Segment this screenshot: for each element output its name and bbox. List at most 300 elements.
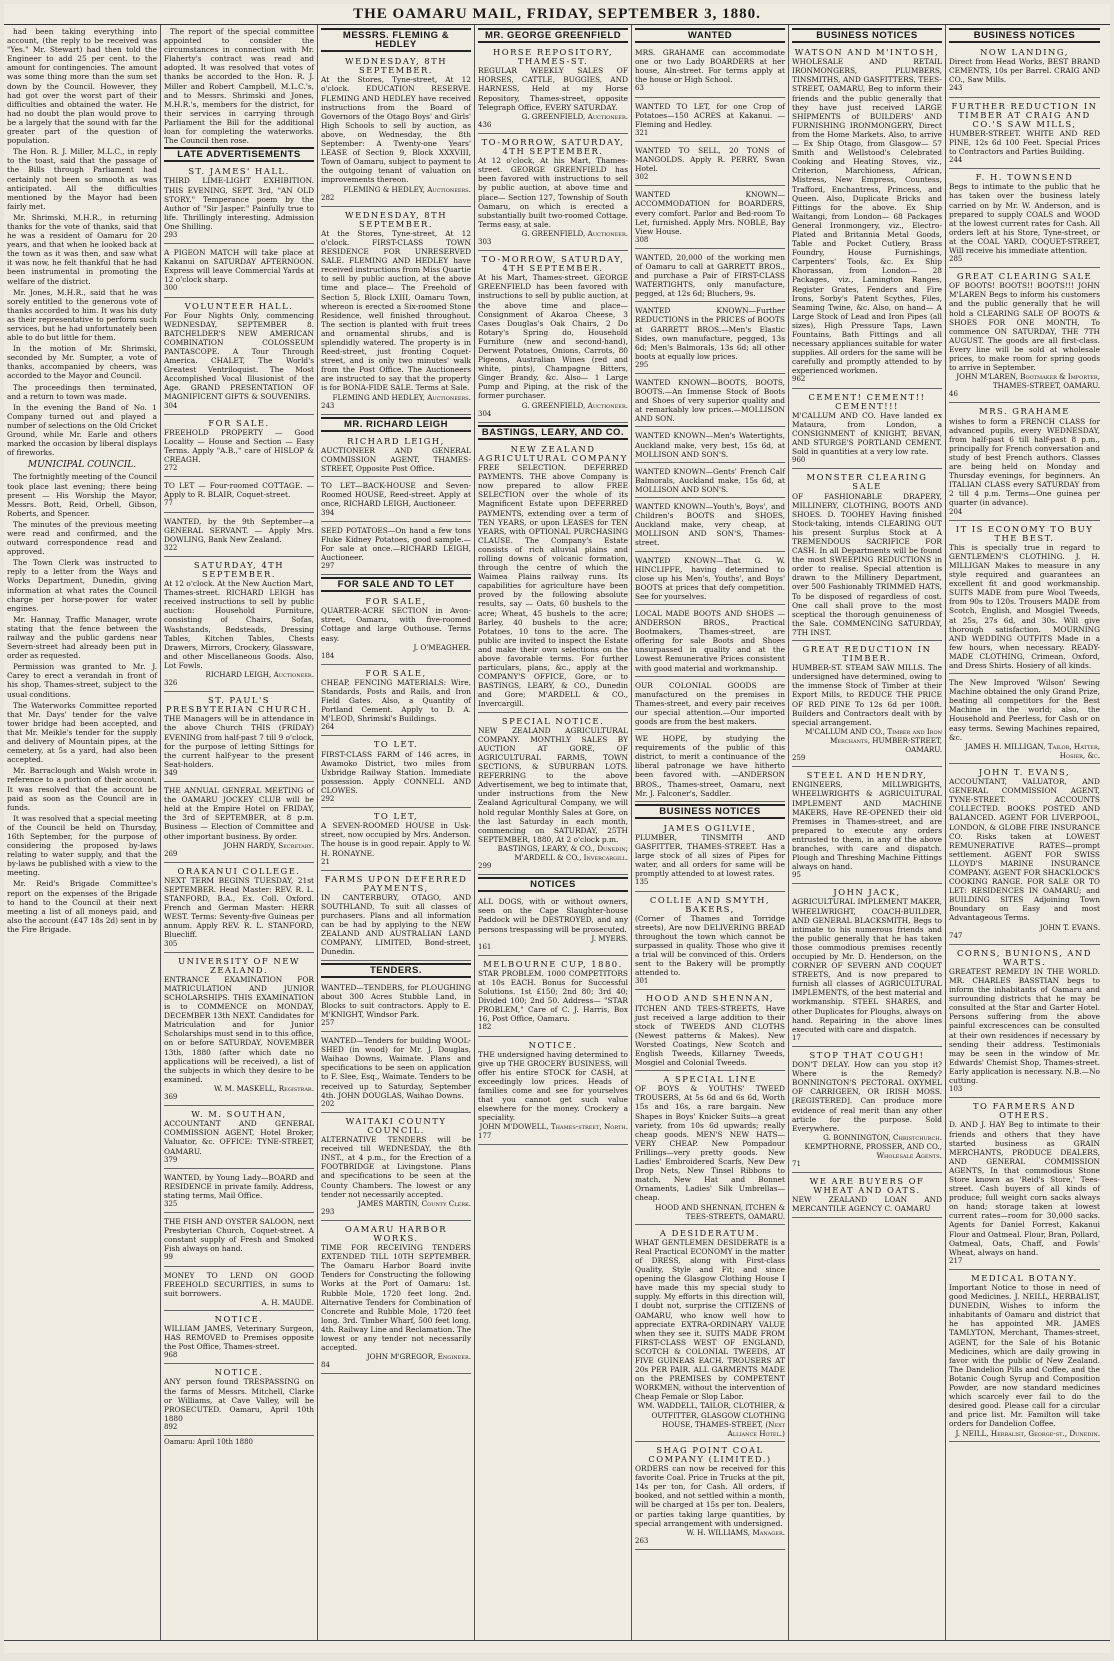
ad-body: IN CANTERBURY, OTAGO, AND SOUTHLAND, To suit all classes of purchasers. Plans and all information can be had by applying to the NEW ZEALAND AND AUSTRALIAN LAND COMPANY, LIMITED, Bond-street, Dunedin. bbox=[321, 892, 471, 957]
ad-body: HUMBER-STREET. WHITE AND RED PINE, 12s 6d 100 Feet. Special Prices to Contractors and Parties Building. bbox=[949, 128, 1100, 157]
ad-signature: W. M. MASKELL, Registrar. bbox=[213, 1083, 314, 1093]
ad-signature: G. GREENFIELD, Auctioneer. bbox=[521, 400, 628, 410]
advertisement bbox=[164, 1269, 314, 1311]
ad-body: NEW ZEALAND LOAN AND MERCANTILE AGENCY C. OAMARU bbox=[792, 1195, 942, 1214]
advertisement bbox=[478, 136, 628, 251]
ad-number: 304 bbox=[478, 409, 492, 418]
advertisement bbox=[635, 822, 785, 892]
ad-heading: CORNS, BUNIONS, AND WARTS. bbox=[956, 947, 1093, 967]
ad-number: 95 bbox=[792, 871, 801, 880]
ad-heading: SPECIAL NOTICE. bbox=[501, 715, 605, 726]
advertisement bbox=[635, 679, 785, 730]
ad-signature: M'CALLUM AND CO., Timber and Iron Merchants, HUMBER-STREET, OAMARU. bbox=[805, 726, 942, 755]
ad-heading: TO FARMERS AND OTHERS. bbox=[972, 1101, 1077, 1121]
article-paragraph: Mr. Barraclough and Walsh wrote in reference to a portion of their account. It was resolved that the account be paid as soon as the Council are in funds. bbox=[7, 766, 157, 812]
advertisement bbox=[321, 209, 471, 415]
advertisement bbox=[792, 1175, 942, 1217]
ad-body: At the Stores, Tyne-street, At 12 o'clock. EDUCATION RESERVE. FLEMING AND HEDLEY have received instructions from the Board of Governors of the Otago Boys' and Girls' High Schools to sell by auction, as above, on Wednesday, the 8th September: A Twenty-one Years' LEASE of Section 9, Block XXXVIII, Town of Oamaru, subject to payment to the outgoing tenant of valuation on improvements thereon. bbox=[321, 75, 471, 185]
ad-number: 892 bbox=[164, 1422, 178, 1431]
advertisement bbox=[792, 391, 942, 470]
ad-heading: MONSTER CLEARING SALE bbox=[806, 472, 928, 492]
ad-body: THE undersigned having determined to give up THE GROCERY BUSINESS, will offer his entire STOCK for CASH, at exceedingly low prices. Heads of families come and see for yourselves that you cannot get such value elsewhere for the money. Crockery a speciality. bbox=[478, 1049, 628, 1123]
ad-heading: TO LET. bbox=[373, 739, 419, 750]
ad-number: 243 bbox=[321, 401, 335, 410]
advertisement bbox=[321, 873, 471, 961]
ad-body: WANTED—TENDERS, for PLOUGHING about 300 Acres Stubble Land, in Blocks to suit contractors. Apply to E. M'KNIGHT, Windsor Park. bbox=[321, 982, 471, 1019]
ad-signature: J. NEILL, Herbalist, George-st., Dunedin. bbox=[955, 1428, 1100, 1438]
ad-signature: JOHN M'DOWELL, Thames-street, North. bbox=[479, 1122, 628, 1132]
advertisement bbox=[635, 100, 785, 142]
advertisement bbox=[635, 144, 785, 186]
ad-number: 326 bbox=[164, 679, 178, 688]
advertisement bbox=[949, 1100, 1100, 1270]
ad-body: WANTED, 20,000 of the working men of Oamaru to call at GARRETT BROS., and purchase a Pair of FIRST-CLASS WATERTIGHTS, only manufacture, pegged, at 12s 6d; Bluchers, 9s. bbox=[635, 252, 785, 299]
advertisement bbox=[164, 559, 314, 692]
ad-signature: FLEMING & HEDLEY, Auctioneers. bbox=[343, 184, 471, 194]
advertisement bbox=[164, 1366, 314, 1436]
ad-body: WHAT GENTLEMEN DESIDERATE is a Real Practical ECONOMY in the matter of DRESS, along with First-class Quality, Style and Fit; and since opening the Glasgow Clothing House I have made this my special study to supply. My efforts in this direction will, I doubt not, surprise the CITIZENS of OAMARU, who know well how to appreciate EXTRA-ORDINARY VALUE when they see it. SUITS MADE FROM FIRST-CLASS WEST OF ENGLAND, SCOTCH & COLONIAL TWEEDS, AT FIVE GUINEAS EACH. TROUSERS AT 20s PER PAIR. ALL GARMENTS MADE on the PREMISES by COMPETENT WORKMEN, without the intervention of Cheap Female or Slop Labor. bbox=[635, 1237, 785, 1402]
ad-heading: COLLIE AND SMYTH, BAKERS, bbox=[649, 894, 771, 914]
ad-number: 46 bbox=[949, 390, 958, 399]
ad-body: TO LET — Four-roomed COTTAGE. — Apply to R. BLAIR, Coquet-street. bbox=[164, 481, 314, 500]
ad-number: 77 bbox=[164, 499, 173, 508]
ad-heading: SATURDAY, 4TH SEPTEMBER. bbox=[193, 559, 285, 579]
ad-body: THIRD LIME-LIGHT EXHIBITION. THIS EVENING, SEPT. 3rd, "AN OLD STORY." Temperance poem by the Author of "Sir Jasper." Painfully true to life. Thrillingly interesting. Admission One Shilling. bbox=[164, 176, 314, 231]
advertisement bbox=[635, 894, 785, 991]
section-banner: LATE ADVERTISEMENTS bbox=[164, 147, 314, 162]
ad-body: SEED POTATOES—On hand a few tons Fluke Kidney Potatoes, good sample.—For sale at once.—RICHARD LEIGH, Auctioneer. bbox=[321, 525, 471, 562]
advertisement bbox=[949, 405, 1100, 520]
advertisement bbox=[635, 554, 785, 605]
ad-heading: NOTICE. bbox=[528, 1039, 578, 1050]
advertisement bbox=[949, 100, 1100, 170]
ad-heading: A DESIDERATUM. bbox=[659, 1227, 761, 1238]
ad-heading: ST. PAUL'S PRESBYTERIAN CHURCH. bbox=[165, 695, 313, 715]
ad-number: 182 bbox=[478, 1023, 492, 1032]
advertisement bbox=[949, 270, 1100, 403]
article-paragraph: The report of the special committee appointed to consider the circumstances in connection with Mr. Flaherty's contract was read and adopted. It was resolved that votes of thanks be accorded to the Hon. R. J. Miller and Robert Campbell, M.L.C.'s, and to Messrs. Shrimski and Jones, M.H.R.'s, members for the district, for their services in carrying through Parliament the Bill for the additional loan for completing the waterworks. The Council then rose. bbox=[164, 27, 314, 146]
ad-number: 71 bbox=[792, 1160, 801, 1169]
ad-signature: JAMES MARTIN, County Clerk. bbox=[357, 1198, 471, 1208]
article-paragraph: Permission was granted to Mr. J. Carey to erect a verandah in front of his shop, Thames-street, subject to the usual conditions. bbox=[7, 662, 157, 699]
ad-body: THE ANNUAL GENERAL MEETING of the OAMARU JOCKEY CLUB will be held at the Empire Hotel on FRIDAY, the 3rd of SEPTEMBER, at 8 p.m. Business — Election of Committee and other important business. By order. bbox=[164, 786, 314, 841]
ad-heading: GREAT CLEARING SALE bbox=[956, 271, 1093, 282]
ad-body: ENTRANCE EXAMINATION FOR MATRICULATION AND JUNIOR SCHOLARSHIPS. THIS EXAMINATION is to COMMENCE on MONDAY, DECEMBER 13th NEXT. Candidates for Matriculation and for Junior Scholarships must send in to this office, on or before SATURDAY, NOVEMBER 13th, 1880 (after which date no applications will be received), a list of the subjects in which they desire to be examined. bbox=[164, 974, 314, 1084]
advertisement bbox=[321, 1223, 471, 1375]
ad-body: STAR PROBLEM. 1000 COMPETITORS at 10s EACH. Bonus for Successful Solutions. 1st £150; 2nd 80; 3rd 40; Divided 100; 2nd 50. Address— "STAR PROBLEM," Care of C. J. Harris, Box 16, Post Office, Oamaru. bbox=[478, 968, 628, 1024]
ad-number: 302 bbox=[635, 173, 649, 182]
ad-body: WANTED KNOWN—BOOTS, BOOTS, BOOTS.—An Immense Stock of Boots and Shoes of very superior quality and at remarkably low prices.—MOLLISON AND SON. bbox=[635, 378, 785, 424]
ad-heading: FOR SALE. bbox=[208, 417, 270, 428]
ad-body: TO LET—BACK-HOUSE and Seven-Roomed HOUSE, Reed-street. Apply at once, RICHARD LEIGH, Auctioneer. bbox=[321, 481, 471, 509]
article-paragraph: In the motion of Mr. Shrimski, seconded by Mr. Sumpter, a vote of thanks, accompanied by cheers, was accorded to the Mayor and Council. bbox=[7, 344, 157, 381]
ad-body: DON'T DELAY. How can you stop it? Where is the Remedy? BONNINGTON'S PECTORAL OXYMEL OF CARRIGEEN, OR IRISH MOSS. [REGISTERED]. Can produce more evidence of real merit than any other article for the purpose. Sold Everywhere. bbox=[792, 1060, 942, 1133]
advertisement bbox=[164, 417, 314, 478]
ad-number: 299 bbox=[478, 862, 492, 871]
ad-body: At the Stores, Tyne-street, At 12 o'clock. FIRST-CLASS TOWN RESIDENCE FOR UNRESERVED SALE. FLEMING AND HEDLEY have received instructions from Miss Quartie to sell by public auction, at the above time and place— The Freehold of Section 5, Block LXIII, Oamaru Town, whereon is erected a Six-roomed Stone Residence, well finished throughout. The section is planted with fruit trees and ornamental shrubs, and is splendidly watered. The property is in Reed-street, just fronting Coquet-street, and is only two minutes' walk from the Post Office. The Auctioneers are instructed to say that the property is for BONA-FIDE SALE. Terms at Sale. bbox=[321, 228, 471, 393]
ad-body: GREATEST REMEDY IN THE WORLD. MR. CHARLES BASSTIAN begs to inform the inhabitants of Oamaru and surrounding districts that he may be consulted at the Star and Garter Hotel. Persons suffering from the above painful excrescences can be consulted at their own residences if necessary by sending their address. Testimonials may be seen in the window of Mr. Edwards' Chemist Shop, Thames-street. Early application is necessary. N.B.—No cutting. bbox=[949, 966, 1100, 1086]
ad-number: 161 bbox=[478, 942, 492, 951]
ad-number: 217 bbox=[949, 1256, 963, 1265]
section-banner: BASTINGS, LEARY, AND CO. bbox=[478, 425, 628, 440]
article-paragraph: In the evening the Band of No. 1 Company turned out and played a number of selections on the Old Cricket Ground, while Mr. Earle and others marked the occasion by liberal displays of fireworks. bbox=[7, 402, 157, 458]
ad-body: ALL DOGS, with or without owners, seen on the Cape Slaughter-house Paddock will be DESTROYED, and any persons trespassing will be prosecuted. bbox=[478, 897, 628, 934]
advertisement bbox=[635, 46, 785, 97]
columns bbox=[4, 25, 1110, 1641]
ad-number: 84 bbox=[321, 1361, 330, 1370]
advertisement bbox=[635, 1073, 785, 1225]
ad-body: NEW ZEALAND AGRICULTURAL COMPANY. MONTHLY SALES BY AUCTION AT GORE, OF AGRICULTURAL FARMS, TOWN SECTIONS, & SUBURBAN LOTS. REFERRING to the above Advertisement, we beg to intimate that, under instructions from the New Zealand Agricultural Company, we will hold regular Monthly Sales at Gore, on the last Saturday in each month, commencing on SATURDAY, 25TH SEPTEMBER, 1880, At 2 o'clock p.m. bbox=[478, 725, 628, 844]
advertisement bbox=[164, 1313, 314, 1364]
ad-heading: FOR SALE, bbox=[365, 667, 427, 678]
advertisement bbox=[792, 1049, 942, 1173]
ad-number: 99 bbox=[164, 1253, 173, 1262]
ad-body: CHEAP, FENCING MATERIALS: Wire, Standards, Posts and Rails, and Iron Field Gates. Also, a Quantity of Portland Cement. Apply to D. A. M'LEOD, Shrimski's Buildings. bbox=[321, 677, 471, 724]
ad-number: 379 bbox=[164, 1155, 178, 1164]
ad-body: WANTED TO SELL, 20 TONS of MANGOLDS. Apply R. PERRY, Swan Hotel. bbox=[635, 145, 785, 174]
ad-number: 321 bbox=[635, 128, 649, 137]
ad-body: A SEVEN-ROOMED HOUSE in Usk-street, now occupied by Mrs. Anderson. The house is in good repair. Apply to W. H. RONAYNE. bbox=[321, 821, 471, 858]
ad-signature: JOHN M'GREGOR, Engineer. bbox=[366, 1352, 471, 1362]
ad-body: For Four Nights Only, commencing WEDNESDAY, SEPTEMBER 8. BATCHELDER'S NEW AMERICAN COMBINATION COLOSSEUM PANTASCOPE. A Tour Through America. CHALET, The World's Greatest Ventriloquist. The Most Accomplished Vocal Illusionist of the Age. GRAND PRESENTATION OF MAGNIFICENT GIFTS & SOUVENIRS. bbox=[164, 310, 314, 402]
ad-body: AGRICULTURAL IMPLEMENT MAKER, WHEELWRIGHT, COACH-BUILDER, AND GENERAL BLACKSMITH, Begs to intimate to his numerous friends and the public generally that he has taken those commodious premises recently occupied by Mr. D. Henderson, on the CORNER OF SEVERN AND COQUET STREETS, And is now prepared to furnish all classes of AGRICULTURAL IMPLEMENTS, of the best material and workmanship. STEEL SHARES, and other Duplicates for Ploughs, always on hand. Repairing in the above lines executed with care and dispatch. bbox=[792, 897, 942, 1034]
section-banner: BUSINESS NOTICES bbox=[792, 28, 942, 43]
ad-heading: W. M. SOUTHAN, bbox=[191, 1109, 287, 1120]
advertisement bbox=[635, 1227, 785, 1442]
footer-date: Oamaru: April 10th 1880 bbox=[164, 1438, 254, 1447]
advertisement bbox=[321, 1115, 471, 1221]
ad-number: 747 bbox=[949, 931, 963, 940]
ad-body: WANTED KNOWN—Further REDUCTIONS in the PRICES of BOOTS at GARRETT BROS.—Men's Elastic Sides, own manufacture, pegged, 13s 6d; Men's Balmorals, 13s 6d; all other boots at equally low prices. bbox=[635, 306, 785, 361]
ad-signature: JOHN HARDY, Secretary. bbox=[223, 840, 314, 850]
advertisement bbox=[949, 171, 1100, 268]
ad-heading: ST. JAMES' HALL. bbox=[188, 166, 290, 177]
ad-heading: RICHARD LEIGH, bbox=[347, 435, 445, 446]
advertisement bbox=[164, 865, 314, 953]
ad-number: 300 bbox=[164, 284, 178, 293]
column-4 bbox=[475, 25, 632, 1640]
ad-body: WANTED KNOWN—That G. W. HINCLIFFE, having determined to close up his Men's, Youths', and Boys' BOOTS at prices that defy competition. See for yourselves. bbox=[635, 555, 785, 601]
section-banner: BUSINESS NOTICES bbox=[635, 804, 785, 819]
ad-number: 394 bbox=[321, 508, 335, 517]
ad-body: WANTED KNOWN—Gents' French Calf Balmorals, Auckland make, 15s 6d, at MOLLISON AND SON'S. bbox=[635, 466, 785, 494]
ad-body: The New Improved 'Wilson' Sewing Machine obtained the only Grand Prize, beating all competitors for the Best Machine in the world; also, the Household and Peerless, for Cash or on easy terms. Sewing Machines repaired, &c. bbox=[949, 678, 1100, 742]
ad-heading: CEMENT! CEMENT!! CEMENT!!! bbox=[808, 391, 926, 411]
advertisement bbox=[321, 810, 471, 871]
ad-number: 259 bbox=[792, 754, 806, 763]
ad-number: 272 bbox=[164, 464, 178, 473]
ad-heading: FOR SALE, bbox=[365, 596, 427, 607]
ad-heading: HOOD AND SHENNAN, bbox=[646, 993, 774, 1004]
ad-body: LOCAL MADE BOOTS AND SHOES —ANDERSON BROS., Practical Bootmakers, Thames-street, are offering for sale Boots and Shoes unsurpassed in quality and at the Lowest Remunerative Prices consistent with good material and workmanship. bbox=[635, 608, 785, 673]
advertisement bbox=[164, 955, 314, 1107]
ad-heading: WE ARE BUYERS OF WHEAT AND OATS. bbox=[809, 1176, 925, 1196]
ad-body: MONEY TO LEND ON GOOD FREEHOLD SECURITIES, in sums to suit borrowers. bbox=[164, 1270, 314, 1298]
advertisement bbox=[635, 607, 785, 677]
advertisement bbox=[164, 694, 314, 782]
ad-signature: G. GREENFIELD, Auctioneer. bbox=[521, 228, 628, 238]
ad-number: 293 bbox=[321, 1207, 335, 1216]
article-paragraph: Mr. Hannay, Traffic Manager, wrote stating that the fence between the railway and the public gardens near Severn-street had already been put in order as requested. bbox=[7, 614, 157, 661]
article-paragraph: The Town Clerk was instructed to reply to a letter from the Ways and Works Department, Dunedin, giving information at what rates the Council charge per horse-power for water engines. bbox=[7, 558, 157, 613]
ad-heading: IT IS ECONOMY TO BUY THE BEST. bbox=[955, 523, 1094, 543]
ad-body: OF BOOTS! BOOTS!! BOOTS!!! JOHN M'LAREN Begs to inform his customers and the public generally that he will hold a CLEARING SALE OF BOOTS & SHOES FOR ONE MONTH, To commence ON SATURDAY, THE 7TH AUGUST. The goods are all first-class. Every line will be sold at wholesale prices, to make room for spring goods to arrive in September. bbox=[949, 281, 1100, 373]
advertisement bbox=[478, 715, 628, 876]
ad-heading: TO-MORROW, SATURDAY, 4TH SEPTEMBER. bbox=[481, 136, 625, 157]
ad-signature: JAMES H. MILLIGAN, Tailor, Hatter, Hosier, &c. bbox=[965, 741, 1100, 760]
advertisement bbox=[164, 246, 314, 297]
ad-number: 960 bbox=[792, 456, 806, 465]
advertisement bbox=[478, 253, 628, 423]
ad-number: 322 bbox=[164, 543, 178, 552]
advertisement bbox=[635, 500, 785, 551]
ad-body: This is specially true in regard to GENTLEMEN'S CLOTHING. J. H. MILLIGAN Makes to measure in any style required and guarantees an excellent fit and good workmanship. SUITS MADE from pure Wool Tweeds, from 90s to 120s. Trousers MADE from Scotch, English, and Mosgiel Tweeds, at 25s, 27s 6d, and 30s. Will give thorough satisfaction. MOURNING AND WEDDING OUTFITS Made in a few hours, when necessary. READY-MADE CLOTHING, Crimean, Oxford, and Dress Shirts. Hosiery of all kinds. bbox=[949, 542, 1100, 670]
ad-body: WANTED KNOWN—ACCOMMODATION for BOARDERS, every comfort. Parlor and Bed-room To Let, furnished. Apply Mrs. NOBLE, Bay View House. bbox=[635, 190, 785, 236]
ad-number: 369 bbox=[164, 1093, 178, 1102]
ad-heading: MELBOURNE CUP, 1880. bbox=[483, 958, 623, 969]
advertisement bbox=[478, 1039, 628, 1145]
ad-number: 303 bbox=[478, 237, 492, 246]
ad-number: 21 bbox=[321, 857, 330, 866]
ad-body: HUMBER-ST. STEAM SAW MILLS. The undersigned have determined, owing to the immense Stock of Timber at their Export Mills, to REDUCE THE PRICE OF RED PINE To 12s 6d per 100ft. Builders and Contractors dealt with by special arrangement. bbox=[792, 663, 942, 727]
advertisement bbox=[321, 595, 471, 665]
advertisement bbox=[321, 435, 471, 477]
ad-number: 135 bbox=[635, 878, 649, 887]
ad-body: ANY person found TRESPASSING on the farms of Messrs. Mitchell, Clarke or Williams, at Cave Valley, will be PROSECUTED. Oamaru, April 10th 1880 bbox=[164, 1377, 314, 1423]
advertisement bbox=[164, 1171, 314, 1213]
ad-number: 177 bbox=[478, 1131, 492, 1140]
ad-heading: UNIVERSITY OF NEW ZEALAND. bbox=[178, 955, 300, 975]
ad-number: 436 bbox=[478, 120, 492, 129]
advertisement bbox=[164, 1108, 314, 1169]
ad-signature: JOHN T. EVANS. bbox=[1039, 922, 1100, 932]
article-paragraph: The proceedings then terminated, and a return to town was made. bbox=[7, 382, 157, 401]
ad-signature: FLEMING AND HEDLEY, Auctioneers. bbox=[332, 392, 471, 402]
ad-heading: ORAKANUI COLLEGE. bbox=[177, 865, 301, 876]
advertisement bbox=[949, 676, 1100, 764]
ad-heading: GREAT REDUCTION IN TIMBER. bbox=[802, 644, 932, 664]
advertisement bbox=[321, 667, 471, 737]
section-banner: WANTED bbox=[635, 28, 785, 43]
ad-body: TIME FOR RECEIVING TENDERS EXTENDED TILL 10TH SEPTEMBER. The Oamaru Harbor Board invite Tenders for Constructing the following Works at the Port of Oamaru: 1st. Rubble Mole, 1720 feet long. 2nd. Alternative Tenders for Combination of Concrete and Rubble Mole, 1720 feet long. 3rd. Timber Wharf, 500 feet long. 4th. Railway Line and Reclamation. The lowest or any tender not necessarily accepted. bbox=[321, 1243, 471, 1353]
ad-heading: JAMES OGILVIE, bbox=[663, 822, 757, 833]
advertisement bbox=[321, 1034, 471, 1113]
ad-heading: STOP THAT COUGH! bbox=[809, 1049, 925, 1060]
ad-body: WANTED KNOWN—Men's Watertights, Auckland make, very best, 15s 6d, at MOLLISON AND SON'S. bbox=[635, 431, 785, 459]
advertisement bbox=[164, 1215, 314, 1266]
ad-number: 103 bbox=[949, 1085, 963, 1094]
article-paragraph: It was resolved that a special meeting of the Council be held on Thursday, 16th September, for the purpose of considering the proposed by-laws relating to water supply, and that the by-laws be published with a view to the meeting. bbox=[7, 813, 157, 878]
advertisement bbox=[792, 886, 942, 1047]
advertisement bbox=[321, 981, 471, 1032]
advertisement bbox=[478, 443, 628, 713]
ad-body: OUR COLONIAL GOODS are manufactured on the premises in Thames-street, and every pair receives our special attention.—Our imported goods are from the best makers. bbox=[635, 680, 785, 726]
ad-body: WILLIAM JAMES, Veterinary Surgeon, HAS REMOVED to Premises opposite the Post Office, Thames-street. bbox=[164, 1324, 314, 1352]
ad-number: 269 bbox=[164, 849, 178, 858]
ad-number: 292 bbox=[321, 795, 335, 804]
advertisement bbox=[635, 1444, 785, 1550]
ad-number: 968 bbox=[164, 1351, 178, 1360]
ad-heading: F. H. TOWNSEND bbox=[975, 172, 1074, 183]
section-banner: FOR SALE AND TO LET bbox=[321, 577, 471, 592]
ad-heading: OAMARU HARBOR WORKS. bbox=[344, 1223, 448, 1243]
ad-body: WANTED KNOWN—Youth's, Boys', and Children's BOOTS and SHOES, Auckland make, very cheap, at MOLLISON AND SON'S, Thames-street. bbox=[635, 502, 785, 548]
advertisement bbox=[949, 46, 1100, 97]
advertisement bbox=[478, 958, 628, 1037]
advertisement bbox=[164, 479, 314, 512]
ad-heading: NOW LANDING, bbox=[980, 47, 1069, 58]
column-5 bbox=[632, 25, 789, 1640]
ad-body: OF BOYS & YOUTHS' TWEED TROUSERS, At 5s 6d and 6s 6d, Worth 15s and 16s, a rare bargain. New Shapes in Boys' Knicker Suits—a great variety, from 10s 6d upwards; really cheap goods. MEN'S NEW HATS—VERY CHEAP. New Pompadour Frillings—very pretty goods. New Ladies' Embroidered Scarfs, New Dew Drop Nets, New Tinsel Ribbons to match, New Hat and Bonnet Ornaments, Ladies' Silk Umbrellas—cheap. bbox=[635, 1084, 785, 1203]
ad-body: WANTED, by the 9th September—a GENERAL SERVANT. — Apply Mrs. DOWLING, Bank New Zealand. bbox=[164, 516, 314, 544]
ad-body: ORDERS can now be received for this favorite Coal. Price in Trucks at the pit, 14s per ton, for Cash. All orders, if booked, and not settled within a month, will be charged at 15s per ton. Dealers, or parties taking large quantities, by special arrangement with undersigned. bbox=[635, 1464, 785, 1528]
advertisement bbox=[478, 46, 628, 134]
ad-body: NEXT TERM BEGINS TUESDAY, 21st SEPTEMBER. Head Master: REV. R. L. STANFORD, B.A., Ex. Coll. Oxford. French and German Master: HERR WEST. Terms: Seventy-five Guineas per annum. Apply REV. R. L. STANFORD, Bluecliff. bbox=[164, 875, 314, 940]
article-paragraph: The minutes of the previous meeting were read and confirmed, and the outward correspondence read and approved. bbox=[7, 519, 157, 557]
ad-heading: JOHN T. EVANS, bbox=[978, 766, 1071, 777]
section-banner: NOTICES bbox=[478, 877, 628, 892]
ad-number: 295 bbox=[635, 360, 649, 369]
advertisement bbox=[321, 738, 471, 808]
ad-heading: WEDNESDAY, 8TH SEPTEMBER. bbox=[344, 56, 448, 76]
advertisement bbox=[321, 479, 471, 521]
ad-body: Begs to intimate to the public that he has taken over the business lately carried on by Mr. W. Anderson, and is prepared to supply COALS and WOOD at the lowest current rates for Cash. All orders left at his Store, Tyne-street, or at the COAL YARD, COQUET-STREET, Will receive his immediate attention. bbox=[949, 182, 1100, 255]
ad-number: 285 bbox=[949, 255, 963, 264]
section-banner: BUSINESS NOTICES bbox=[949, 28, 1100, 43]
ad-body: At his Mart, Thames-street. GEORGE GREENFIELD has been favored with instructions to sell by public auction, at the above time and place— Consignment of Akaroa Cheese, 3 Cases Douglas's Oak Chairs, 2 Do Rotary's Spring do, Household Furniture (new and second-hand), Derwent Potatoes, Onions, Carrots, 80 Pigeons, Australian Wines (red and white, pints), Champagne Bitters, Ginger Brandy, &c. Also— 1 Large Pump and Piping, at the risk of the former purchaser. bbox=[478, 273, 628, 401]
ad-signature: JOHN M'LAREN, Bootmaker & Importer, THAMES-STREET, OAMARU. bbox=[956, 372, 1100, 391]
ad-body: WANTED—Tenders for building WOOL-SHED (in wood) for Mr. J. Douglas, Waihao Downs, Waimate. Plans and specifications to be seen on application to F. Slee, Esq., Waimate. Tenders to be received up to Saturday, September 4th. JOHN DOUGLAS, Waihao Downs. bbox=[321, 1036, 471, 1100]
ad-body: QUARTER-ACRE SECTION in Avon-street, Oamaru, with five-roomed Cottage and large Outhouse. Terms easy. bbox=[321, 606, 471, 643]
article-heading: MUNICIPAL COUNCIL. bbox=[27, 460, 137, 471]
advertisement bbox=[635, 376, 785, 427]
ad-number: 308 bbox=[635, 235, 649, 244]
ad-body: OF FASHIONABLE DRAPERY, MILLINERY, CLOTHING, BOOTS AND SHOES. D. TOOHEY Having finished Stock-taking, intends CLEARING OUT his present Surplus Stock at A TREMENDOUS SACRIFICE FOR CASH. In all Departments will be found the most SWEEPING REDUCTIONS in order to realise. Special attention is drawn to the Millinery Department, over 500 Fashionably TRIMMED HATS, To be disposed of regardless of cost. One call shall prove to the most sceptical the thorough genuineness of the Sale. COMMENCING SATURDAY, 7TH INST. bbox=[792, 491, 942, 637]
column-1 bbox=[4, 25, 161, 1640]
advertisement bbox=[635, 429, 785, 462]
ad-body: ALTERNATIVE TENDERS will be received till WEDNESDAY, the 8th INST., at 4 p.m., for the Erection of a FOOTBRIDGE at Livingstone. Plans and specifications to be seen at the County Chambers. The lowest or any tender not necessarily accepted. bbox=[321, 1135, 471, 1199]
ad-heading: HORSE REPOSITORY, THAMES-ST. bbox=[492, 47, 614, 67]
ad-number: 293 bbox=[164, 230, 178, 239]
advertisement bbox=[949, 1272, 1100, 1442]
ad-signature: W. H. WILLIAMS, Manager. bbox=[686, 1527, 785, 1537]
ad-body: (Corner of Thames and Torridge streets), Are now DELIVERING BREAD throughout the town which cannot be surpassed in quality. Those who give it a trial will be convinced of this. Orders sent to the Bakery will be promptly attended to. bbox=[635, 913, 785, 978]
column-6 bbox=[789, 25, 946, 1640]
advertisement bbox=[949, 947, 1100, 1099]
ad-number: 301 bbox=[635, 977, 649, 986]
ad-number: 244 bbox=[949, 156, 963, 165]
section-banner: MR. GEORGE GREENFIELD bbox=[478, 28, 628, 43]
ad-number: 325 bbox=[164, 1199, 178, 1208]
advertisement bbox=[164, 515, 314, 557]
section-banner: MR. RICHARD LEIGH bbox=[321, 417, 471, 432]
advertisement bbox=[949, 766, 1100, 945]
ad-body: At 12 o'clock, At his Mart, Thames-street. GEORGE GREENFIELD has been favored with instructions to sell by public auction, at above time and place— Section 127, Township of South Oamaru, on which is erected a substantially built two-roomed Cottage. Terms easy, at sale. bbox=[478, 156, 628, 229]
ad-signature: J. MYERS. bbox=[591, 933, 628, 943]
ad-heading: TO-MORROW, SATURDAY, 4TH SEPTEMBER. bbox=[481, 254, 625, 274]
advertisement bbox=[164, 784, 314, 863]
ad-body: M'CALLUM AND CO. Have landed ex Mataura, from London, a CONSIGNMENT of KNIGHT, BEVAN, AND STURGE'S PORTLAND CEMENT. Sold in quantities at a very low rate. bbox=[792, 410, 942, 457]
advertisement bbox=[635, 732, 785, 802]
ad-body: MRS. GRAHAME can accommodate one or two Lady BOARDERS at her house, Aln-street. For terms apply at the house or High School. bbox=[635, 48, 785, 85]
advertisement bbox=[478, 895, 628, 956]
ad-body: THE Managers will be in attendance in the above Church THIS (FRIDAY) EVENING from half-past 7 till 9 o'clock, for the purpose of letting Sittings for the current half-year to the present Seat-holders. bbox=[164, 714, 314, 769]
ad-number: 304 bbox=[164, 401, 178, 410]
ad-signature: BASTINGS, LEARY, & CO., Dunedin; M'ARDELL & CO., Invercargill. bbox=[497, 843, 628, 862]
ad-signature: RICHARD LEIGH, Auctioneer. bbox=[205, 670, 314, 679]
column-7 bbox=[946, 25, 1103, 1640]
ad-body: D. AND J. HAY Beg to intimate to their friends and others that they have started business as GRAIN MERCHANTS, PRODUCE DEALERS, AND GENERAL COMMISSION AGENTS, In that commodious Stone Store known as 'Reid's Store,' Tees-street. Cash buyers of all kinds of produce; full weight corn sacks always on hand; storage taken at lowest current rates—room for 30,000 sacks. Agents for Daniel Forrest, Kakanui Flour and Oatmeal. Flour, Bran, Pollard, Oatmeal, Oats, Chaff, and Fowls' Wheat, always on hand. bbox=[949, 1120, 1100, 1257]
ad-heading: WATSON AND M'INTOSH, bbox=[794, 47, 940, 58]
ad-signature: WM. WADDELL, TAILOR, CLOTHIER, & OUTFITTER, GLASGOW CLOTHING HOUSE, THAMES-STREET, (Next Alliance Hotel.) bbox=[637, 1401, 785, 1438]
masthead: THE OAMARU MAIL, FRIDAY, SEPTEMBER 3, 1880. bbox=[4, 4, 1110, 25]
ad-body: FREEHOLD PROPERTY — Good Locality — House and Section — Easy Terms. Apply "A.B.," care of HISLOP & CREAGH. bbox=[164, 427, 314, 465]
ad-signature: HOOD AND SHENNAN, ITCHEN & TEES-STREETS, OAMARU. bbox=[655, 1202, 785, 1221]
ad-body: A PIGEON MATCH will take place at Kakanui on SATURDAY AFTERNOON. Express will leave Commercial Yards at 12 o'clock sharp. bbox=[164, 248, 314, 285]
ad-number: 184 bbox=[321, 651, 335, 660]
ad-heading: STEEL AND HENDRY, bbox=[806, 770, 928, 781]
ad-body: WANTED, by Young Lady—BOARD and RESIDENCE in private family. Address, stating terms, Mail Office. bbox=[164, 1172, 314, 1200]
ad-number: 204 bbox=[949, 507, 963, 516]
column-2 bbox=[161, 25, 318, 1640]
section-banner: MESSRS. FLEMING & HEDLEY bbox=[321, 28, 471, 52]
ad-body: wishes to form a FRENCH CLASS for advanced pupils, every WEDNESDAY, from half-past 6 till half-past 8 p.m., principally for French conversation and study of best French authors. Classes are being held on Monday and Thursday evenings, for beginners. An ITALIAN CLASS every SATURDAY from 2 till 4 p.m. Terms—One guinea per quarter (in advance). bbox=[949, 416, 1100, 508]
ad-body: ACCOUNTANT AND GENERAL COMMISSION AGENT, Hotel Broker, Valuator, &c. OFFICE: TYNE-STREET, OAMARU. bbox=[164, 1119, 314, 1156]
section-banner: TENDERS. bbox=[321, 963, 471, 978]
advertisement bbox=[321, 55, 471, 207]
ad-signature: G. GREENFIELD, Auctioneer. bbox=[521, 111, 628, 121]
advertisement bbox=[792, 643, 942, 767]
advertisement bbox=[949, 523, 1100, 675]
ad-heading: VOLUNTEER HALL. bbox=[184, 300, 294, 311]
ad-number: 305 bbox=[164, 939, 178, 948]
ad-body: WANTED TO LET, for one Crop of Potatoes—150 ACRES at Kakanui. —Fleming and Hedley. bbox=[635, 101, 785, 129]
article-paragraph: had been taking everything into account, (the reply to be received was "Yes." Mr. Stewart) had then told the Engineer to add 25 per cent. to the amount for contingencies. The amount was some thing more than the sum set down by the Council. However, they had got over the worst part of their difficulties and obtained the water. He had no doubt the plan would prove to be a largely that the sound with far the greater part of the question of population. bbox=[7, 27, 157, 146]
ad-heading: WAITAKI COUNTY COUNCIL. bbox=[345, 1115, 447, 1135]
advertisement bbox=[635, 188, 785, 249]
ad-number: 243 bbox=[949, 84, 963, 93]
ad-number: 257 bbox=[321, 1019, 335, 1027]
ad-number: 962 bbox=[792, 375, 806, 384]
ad-body: Important Notice to those in need of good Medicines. J. NEILL, HERBALIST, DUNEDIN, Wishes to inform the inhabitants of Oamaru and district that he has appointed MR. JAMES TAMLYTON, Merchant, Thames-street, AGENT, for the Sale of his Botanic Medicines, which are daily growing in favor with the public of New Zealand. The Dandelion Pills and Coffee, and the Botanic Cough Syrup and Composition Powder, are now standard medicines which scarcely ever fail to do the desired good. Please call for a circular and price list. Mr. Familton will take orders for Dandelion Coffee. bbox=[949, 1283, 1100, 1429]
advertisement bbox=[635, 465, 785, 498]
ad-body: ACCOUNTANT, VALUATOR, AND GENERAL COMMISSION AGENT, TYNE-STREET. ACCOUNTS COLLECTED. BOOKS POSTED AND BALANCED. AGENT FOR LIVERPOOL, LONDON, & GLOBE FIRE INSURANCE CO. Risks taken at LOWEST REMUNERATIVE RATES—prompt settlement. AGENT FOR SWISS LLOYD'S MARINE INSURANCE COMPANY. AGENT FOR SHACKLOCK'S COOKING RANGE. FOR SALE OR TO LET: RESIDENCES IN OAMARU; and BUILDING SITES Adjoining Town Boundary on Easy and most Advantageous Terms. bbox=[949, 777, 1100, 923]
ad-signature: J. O'MEAGHER. bbox=[413, 642, 471, 652]
ad-heading: FARMS UPON DEFERRED PAYMENTS, bbox=[324, 873, 468, 893]
advertisement bbox=[635, 992, 785, 1071]
ad-heading: WEDNESDAY, 8TH SEPTEMBER. bbox=[344, 209, 448, 229]
newspaper-page bbox=[4, 4, 1110, 1653]
article-paragraph: Mr. Shrimski, M.H.R., in returning thanks for the vote of thanks, said that he was a resident of Oamaru for 20 years, and that when he looked back at the town as it was then, and saw what it was now, he felt thankful that he had been instrumental in promoting the welfare of the district. bbox=[7, 212, 157, 286]
ad-body: WHOLESALE AND RETAIL IRONMONGERS, PLUMBERS, TINSMITHS, AND GASFITTERS, TEES-STREET, OAMARU, Beg to inform their friends and the public generally that they have just received LARGE SHIPMENTS of BUILDERS' AND FURNISHING IRONMONGERY, Direct from the Home Markets. Also, to arrive— Ex Ship Otago, from Glasgow— 57 Smith and Wellstood's Celebrated Cooking and Heating Stoves, viz., Criterion, Marchioness, African, Mistress, New Empress, Countess, Trafford, Enchantress, Princess, and Queen. Also, Duplicate Bricks and Fittings for the above. Ex Ship Waitangi, from London— 68 Packages General Ironmongery, viz., Electro-Plated and Britannia Metal Goods, Table and Pocket Cutlery, Brass Foundry, House Furnishings, Carpenters' Tools, &c. Ex Ship Khorassan, from London— 28 Packages, viz., Lamington Ranges, Register Grates, Fenders and Fire Irons, Sorby's Patent Scythes, Files, Seaming Twine, &c. Also, on hand— A Large Stock of Lead and Iron Pipes (all sizes), High Pressure Taps, Lawn Fountains, Bath Fittings and all necessary appliances suitable for water supplies. All orders for the same will be carefully and promptly attended to by experienced workmen. bbox=[792, 57, 942, 376]
ad-body: REGULAR WEEKLY SALES OF HORSES, CATTLE, BUGGIES, AND HARNESS, Held at my Horse Repository, Thames-street, opposite Telegraph Office, EVERY SATURDAY. bbox=[478, 66, 628, 112]
ad-number: 297 bbox=[321, 561, 335, 570]
ad-number: 349 bbox=[164, 768, 178, 777]
ad-heading: MEDICAL BOTANY. bbox=[971, 1272, 1078, 1283]
ad-heading: TO LET, bbox=[373, 811, 419, 822]
ad-heading: NEW ZEALAND AGRICULTURAL COMPANY bbox=[478, 443, 628, 463]
article-paragraph: Mr. Jones, M.H.R., said that he was sorely entitled to the generous vote of thanks accorded to him. It was his duty as their representative to perform such services, but he had unfortunately been able to do but little for them. bbox=[7, 287, 157, 343]
ad-heading: JOHN JACK, bbox=[833, 887, 901, 898]
advertisement bbox=[164, 165, 314, 244]
ad-number: 264 bbox=[321, 723, 335, 732]
ad-body: WE HOPE, by studying the requirements of the public of this district, to merit a continuance of the liberal patronage we have hitherto been favored with. —ANDERSON BROS., Thames-street, Oamaru, next Mr. J. Falconer's, Saddler. bbox=[635, 734, 785, 798]
article-paragraph: The Hon. R. J. Miller, M.L.C., in reply to the toast, said that the passage of the Bills through Parliament had certainly not been so smooth as was anticipated. All the difficulties mentioned by the Mayor had been fairly met. bbox=[7, 147, 157, 211]
ad-signature: G. BONNINGTON, Christchurch. KEMPTHORNE, PROSSER, AND CO., Wholesale Agents. bbox=[804, 1132, 942, 1160]
ad-signature: A. H. MAUDE. bbox=[261, 1297, 314, 1307]
column-3 bbox=[318, 25, 475, 1640]
ad-number: 63 bbox=[635, 84, 644, 93]
